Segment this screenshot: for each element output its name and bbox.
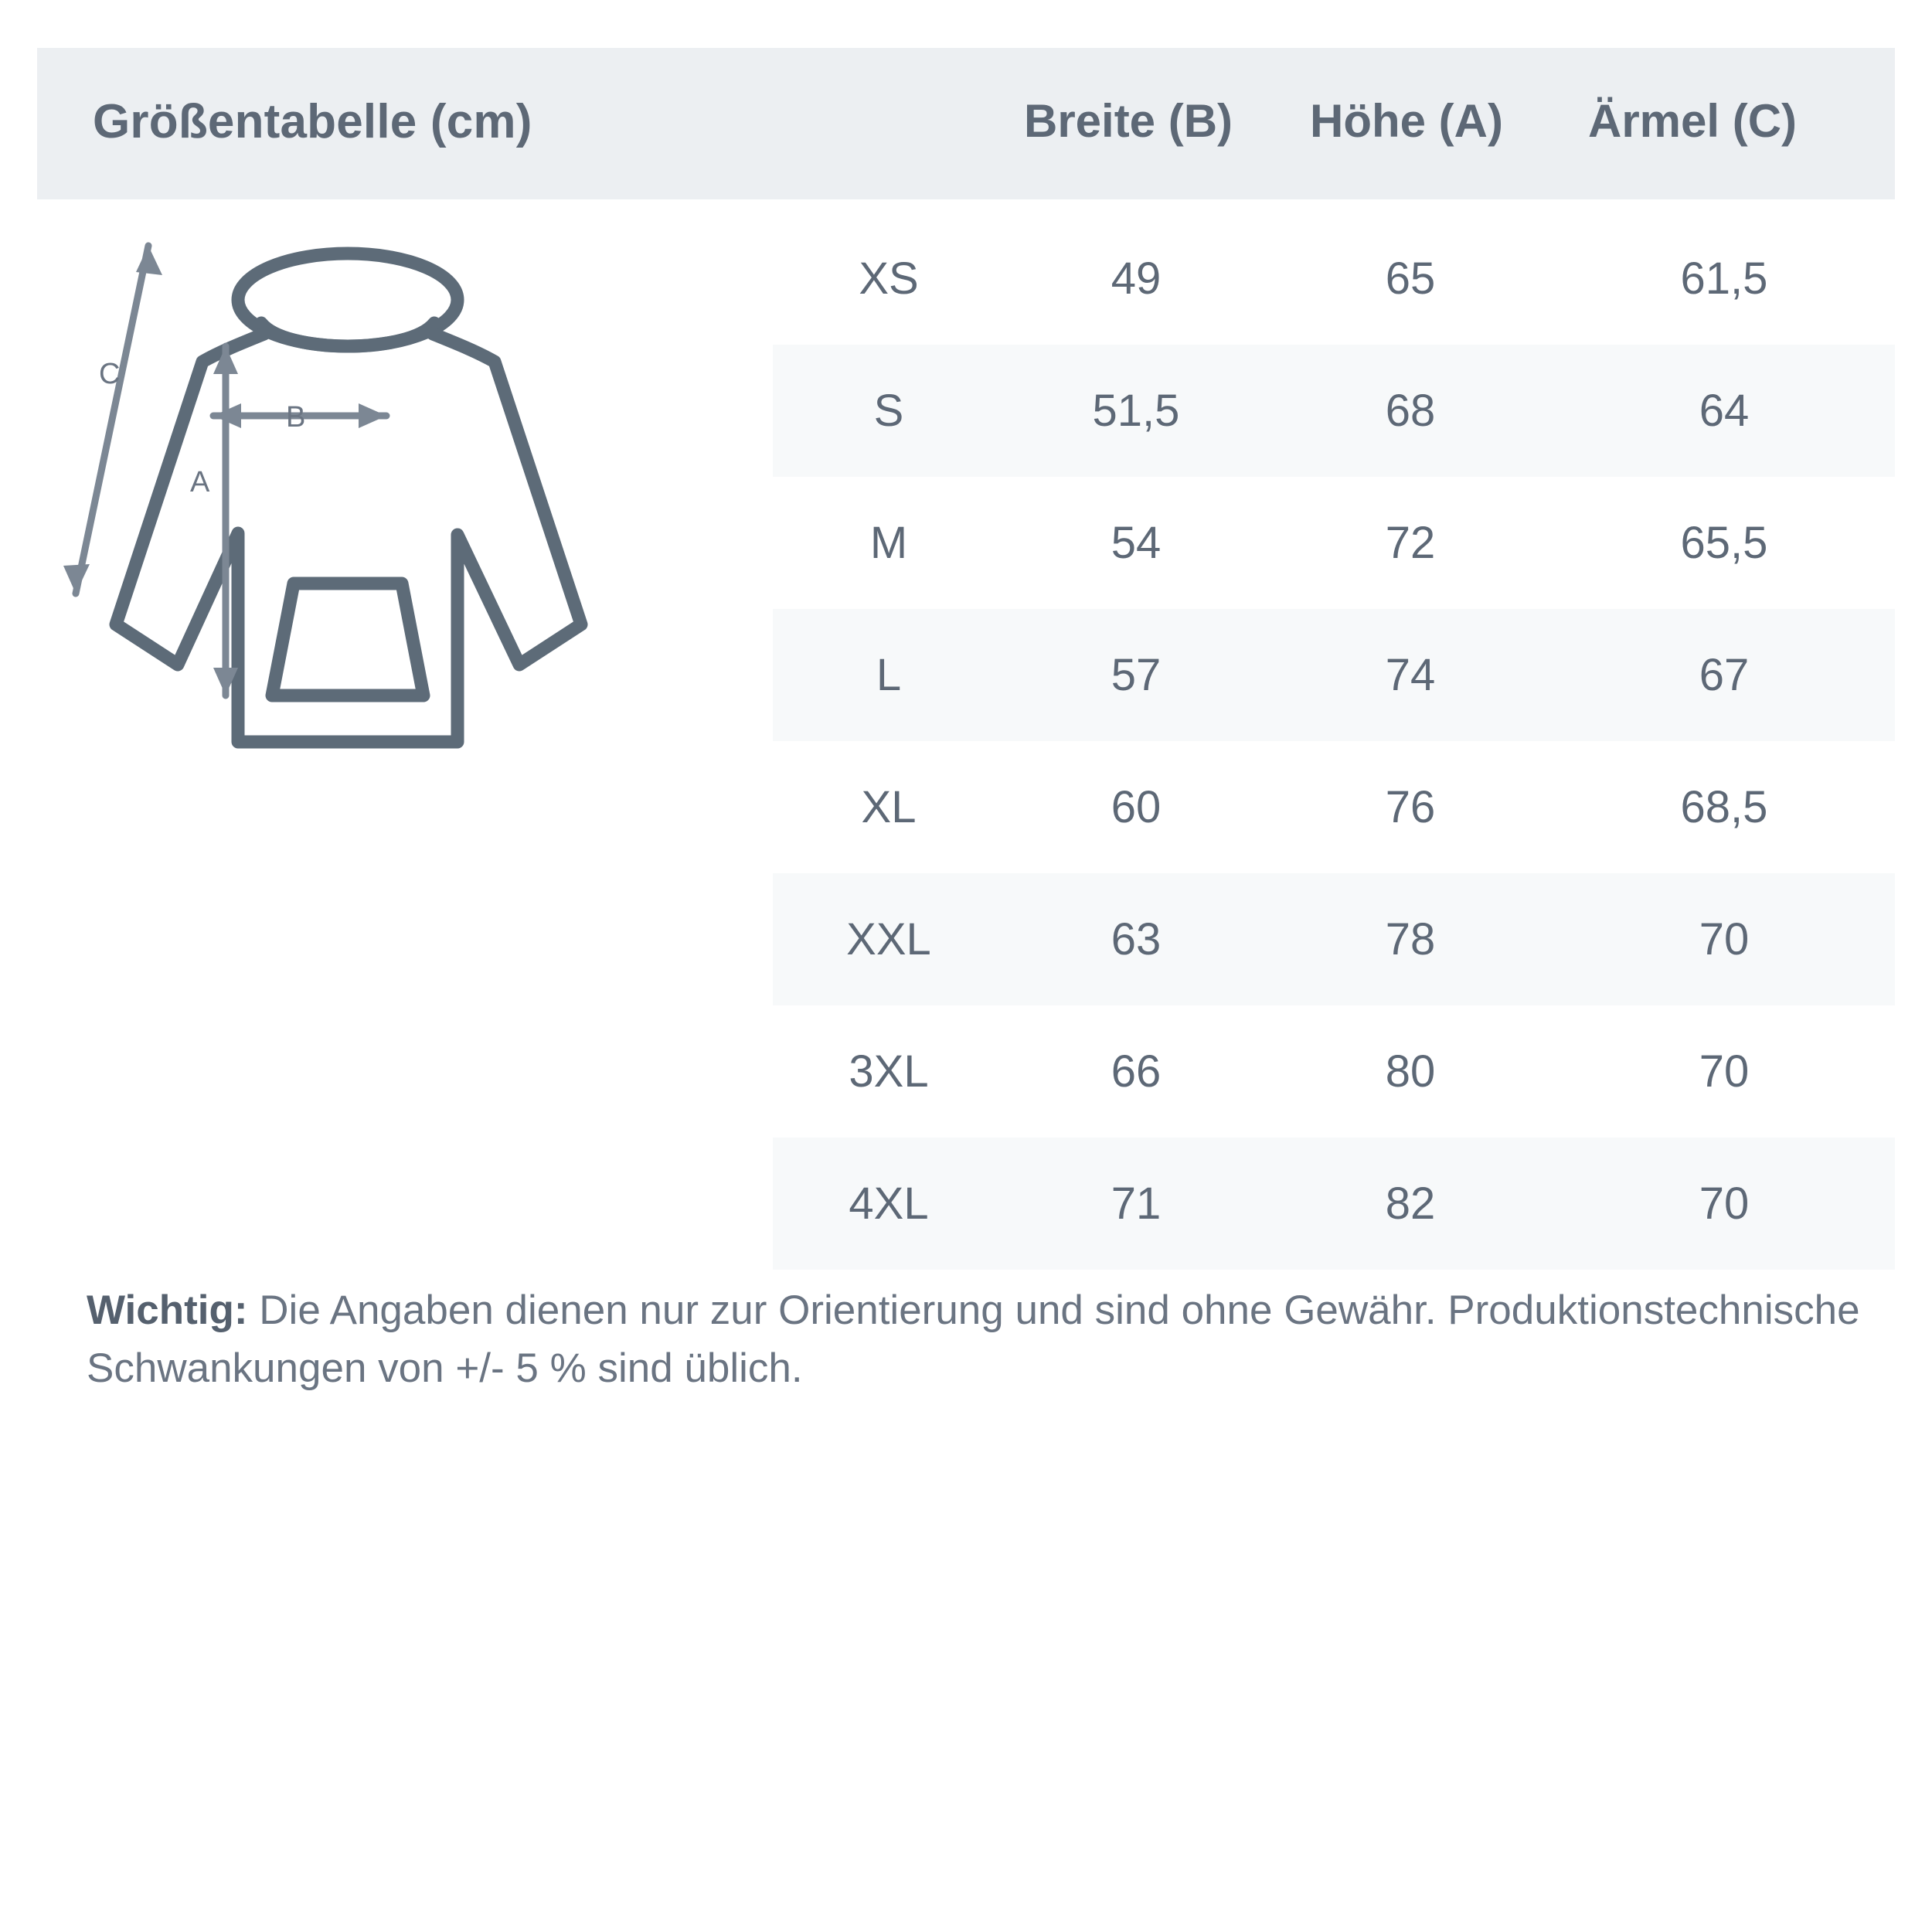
table-row — [773, 345, 1895, 477]
table-row — [773, 609, 1895, 741]
page-title: Größentabelle (cm) — [93, 95, 532, 148]
cell-size: XXL — [846, 914, 931, 964]
table-row — [773, 477, 1895, 609]
cell-height: 82 — [1385, 1179, 1436, 1229]
size-table — [773, 213, 1895, 1270]
diagram-label-sleeve: C — [99, 358, 121, 390]
column-headers — [981, 94, 1862, 148]
cell-width: 51,5 — [1092, 386, 1180, 436]
cell-height: 72 — [1385, 518, 1436, 568]
cell-sleeve: 68,5 — [1680, 782, 1768, 832]
cell-height: 80 — [1385, 1046, 1436, 1097]
cell-width: 54 — [1111, 518, 1162, 568]
table-row — [773, 741, 1895, 873]
column-header-height: Höhe (A) — [1310, 95, 1503, 147]
diagram-label-height: A — [190, 466, 210, 498]
diagram-label-width: B — [286, 401, 306, 434]
disclaimer-text: Die Angaben dienen nur zur Orientierung und sind ohne Gewähr. Produktionstechnische Schwankungen von +/- 5 % sind üblich. — [87, 1287, 1860, 1392]
cell-width: 57 — [1111, 650, 1162, 700]
cell-size: 3XL — [849, 1046, 929, 1097]
column-header-sleeve: Ärmel (C) — [1587, 95, 1798, 147]
cell-sleeve: 70 — [1699, 914, 1750, 964]
table-row — [773, 873, 1895, 1005]
cell-sleeve: 70 — [1699, 1046, 1750, 1097]
cell-height: 78 — [1385, 914, 1436, 964]
table-row — [773, 1138, 1895, 1270]
cell-width: 71 — [1111, 1179, 1162, 1229]
cell-sleeve: 61,5 — [1680, 253, 1768, 304]
disclaimer-note — [87, 1281, 1864, 1398]
column-header-width: Breite (B) — [1023, 95, 1233, 147]
disclaimer-label: Wichtig: — [87, 1287, 248, 1333]
cell-height: 74 — [1385, 650, 1436, 700]
cell-width: 49 — [1111, 253, 1162, 304]
cell-size: L — [876, 650, 902, 700]
cell-width: 63 — [1111, 914, 1162, 964]
cell-size: 4XL — [849, 1179, 929, 1229]
cell-sleeve: 65,5 — [1680, 518, 1768, 568]
cell-width: 60 — [1111, 782, 1162, 832]
cell-size: XS — [859, 253, 919, 304]
cell-height: 68 — [1385, 386, 1436, 436]
cell-size: XL — [861, 782, 917, 832]
cell-width: 66 — [1111, 1046, 1162, 1097]
hoodie-diagram — [62, 232, 757, 842]
cell-height: 76 — [1385, 782, 1436, 832]
table-row — [773, 1005, 1895, 1138]
cell-sleeve: 70 — [1699, 1179, 1750, 1229]
cell-size: S — [873, 386, 904, 436]
table-row — [773, 213, 1895, 345]
cell-sleeve: 67 — [1699, 650, 1750, 700]
cell-sleeve: 64 — [1699, 386, 1750, 436]
cell-size: M — [869, 518, 908, 568]
cell-height: 65 — [1385, 253, 1436, 304]
